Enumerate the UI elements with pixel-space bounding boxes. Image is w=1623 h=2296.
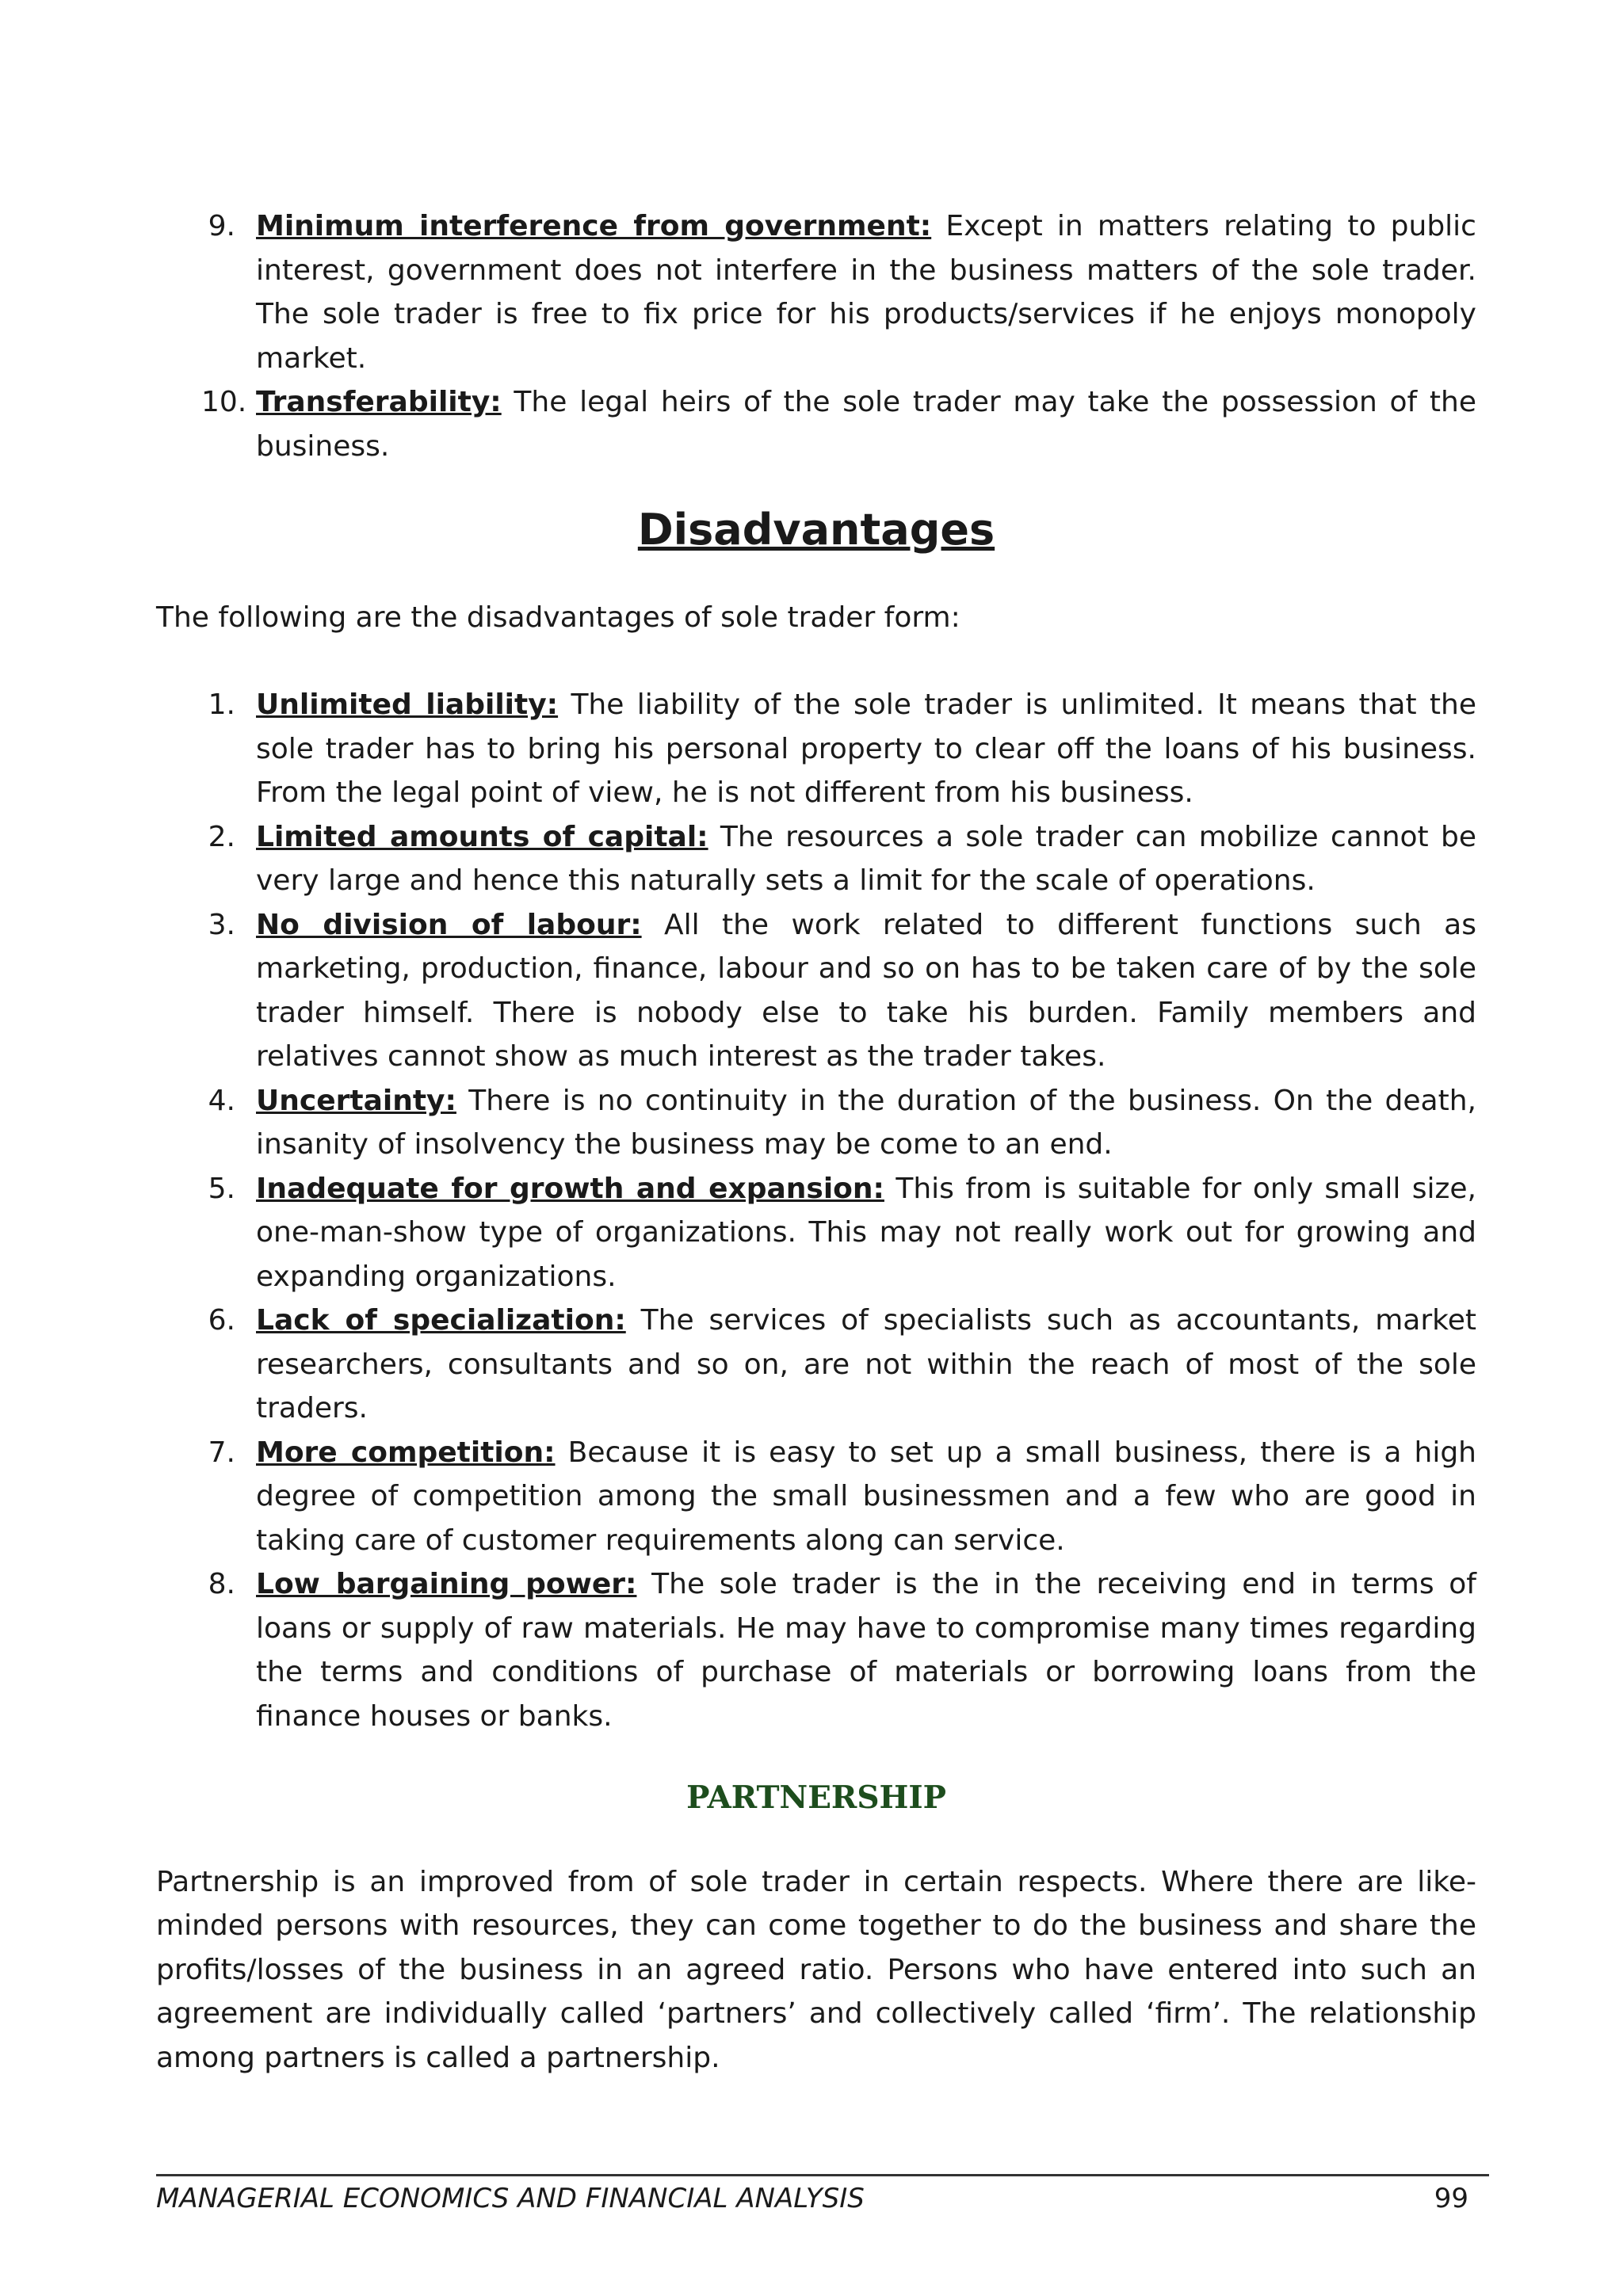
item-term: More competition: — [256, 1436, 556, 1469]
list-item — [156, 1167, 1476, 1299]
item-term: Minimum interference from government: — [256, 210, 932, 242]
list-item — [156, 1431, 1476, 1563]
item-term: Transferability: — [256, 386, 502, 418]
item-number: 1. — [208, 688, 235, 721]
item-text: The legal heirs of the sole trader may take the possession of the business. — [256, 386, 1476, 463]
list-item — [156, 204, 1476, 380]
advantages-list-continued — [156, 204, 1476, 468]
list-item — [156, 683, 1476, 815]
list-item — [156, 1562, 1476, 1738]
disadvantages-heading: Disadvantages — [637, 505, 995, 555]
item-number: 5. — [208, 1172, 235, 1205]
item-number: 8. — [208, 1568, 235, 1600]
partnership-title: PARTNERSHIP — [686, 1779, 946, 1816]
list-item — [156, 903, 1476, 1079]
item-text: The liability of the sole trader is unlimited. It means that the sole trader has to bring his personal property to clear off the loans of his business. From the legal point of view, he is not different from his business. — [256, 688, 1476, 809]
item-term: Limited amounts of capital: — [256, 820, 708, 853]
item-term: Unlimited liability: — [256, 688, 559, 721]
item-text: This from is suitable for only small size, one-man-show type of organizations. This may not really work out for growing and expanding organizations. — [256, 1172, 1476, 1293]
list-item — [156, 1299, 1476, 1431]
item-text: The sole trader is the in the receiving end in terms of loans or supply of raw materials. He may have to compromise many times regarding the terms and conditions of purchase of materials or borrowing loans from the finance houses or banks. — [256, 1568, 1476, 1733]
list-item — [156, 1079, 1476, 1167]
item-text: All the work related to different functions such as marketing, production, finance, labour and so on has to be taken care of by the sole trader himself. There is nobody else to take his burden. Family members and relatives cannot show as much interest as the trader takes. — [256, 908, 1476, 1073]
item-term: Low bargaining power: — [256, 1568, 637, 1600]
item-number: 6. — [208, 1304, 235, 1337]
list-item — [156, 815, 1476, 903]
disadvantages-list — [156, 683, 1476, 1738]
item-number: 2. — [208, 820, 235, 853]
page-footer — [156, 2174, 1489, 2214]
item-text: There is no continuity in the duration of the business. On the death, insanity of insolvency the business may be come to an end. — [256, 1084, 1476, 1161]
disadvantages-intro: The following are the disadvantages of sole trader form: — [156, 601, 960, 634]
list-item — [156, 380, 1476, 468]
item-term: Lack of specialization: — [256, 1304, 626, 1337]
item-term: No division of labour: — [256, 908, 642, 941]
item-text: Because it is easy to set up a small business, there is a high degree of competition among the small businessmen and a few who are good in taking care of customer requirements along can service. — [256, 1436, 1476, 1557]
footer-book-title: MANAGERIAL ECONOMICS AND FINANCIAL ANALYSIS — [156, 2183, 865, 2214]
item-number: 10. — [201, 386, 247, 418]
item-text: Except in matters relating to public interest, government does not interfere in the business matters of the sole trader. The sole trader is free to fix price for his products/services if he enjoys monopoly market. — [256, 210, 1476, 375]
item-number: 9. — [208, 210, 235, 242]
item-number: 3. — [208, 908, 235, 941]
page-content — [156, 204, 1476, 2080]
item-number: 7. — [208, 1436, 235, 1469]
item-term: Inadequate for growth and expansion: — [256, 1172, 884, 1205]
item-term: Uncertainty: — [256, 1084, 456, 1117]
page-number: 99 — [1434, 2183, 1468, 2214]
item-text: The resources a sole trader can mobilize cannot be very large and hence this naturally sets a limit for the scale of operations. — [256, 820, 1476, 897]
partnership-paragraph: Partnership is an improved from of sole trader in certain respects. Where there are like-minded persons with resources, they can come together to do the business and share the profits/losses of the business in an agreed ratio. Persons who have entered into such an agreement are individually called ‘partners’ and collectively called ‘firm’. The relationship among partners is called a partnership. — [156, 1865, 1476, 2074]
item-text: The services of specialists such as accountants, market researchers, consultants and so on, are not within the reach of most of the sole traders. — [256, 1304, 1476, 1425]
item-number: 4. — [208, 1084, 235, 1117]
